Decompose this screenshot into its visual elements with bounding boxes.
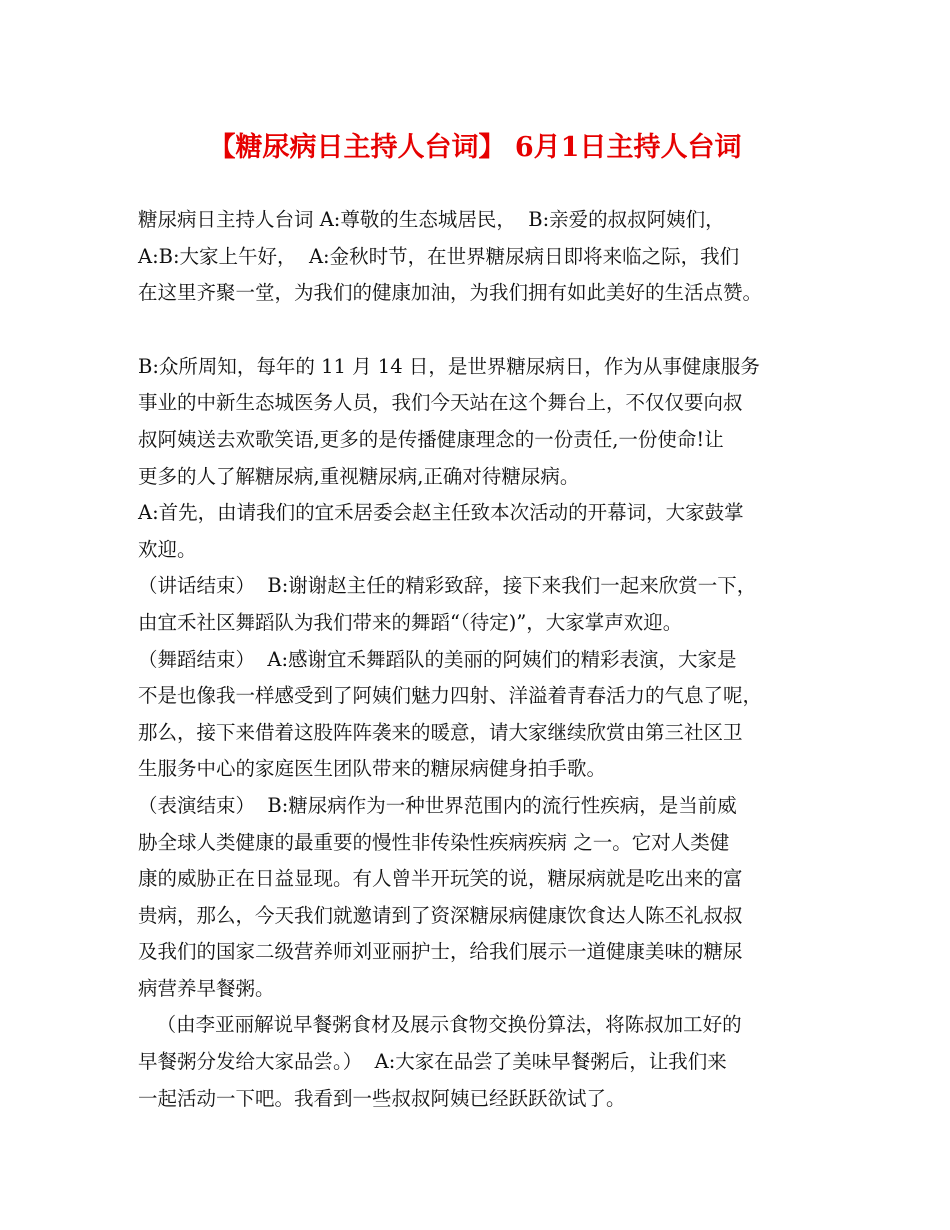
paragraph-opening	[138, 202, 818, 312]
text-line: A:B:大家上午好， A:金秋时节，在世界糖尿病日即将来临之际，我们	[138, 244, 740, 268]
text-line: 由宜禾社区舞蹈队为我们带来的舞蹈“（待定)”，大家掌声欢迎。	[138, 610, 683, 634]
text-line: 一起活动一下吧。我看到一些叔叔阿姨已经跃跃欲试了。	[138, 1086, 626, 1110]
text-line: 康的威胁正在日益显现。有人曾半开玩笑的说，糖尿病就是吃出来的富	[138, 867, 743, 891]
document-title: 【糖尿病日主持人台词】 6月1日主持人台词	[208, 132, 742, 163]
document-body	[138, 202, 818, 1117]
text-line: （表演结束） B:糖尿病作为一种世界范围内的流行性疾病，是当前威	[138, 793, 737, 817]
text-line: 不是也像我一样感受到了阿姨们魅力四射、洋溢着青春活力的气息了呢，	[138, 684, 763, 708]
text-line: A:首先，由请我们的宜禾居委会赵主任致本次活动的开幕词，大家鼓掌	[138, 501, 744, 525]
text-line: 欢迎。	[138, 537, 197, 561]
text-line: 贵病，那么，今天我们就邀请到了资深糖尿病健康饮食达人陈丕礼叔叔	[138, 903, 743, 927]
paragraph-gap	[138, 312, 818, 349]
text-line: 更多的人了解糖尿病,重视糖尿病,正确对待糖尿病。	[138, 464, 580, 488]
text-line: 那么，接下来借着这股阵阵袭来的暖意，请大家继续欣赏由第三社区卫	[138, 720, 743, 744]
text-line: 叔阿姨送去欢歌笑语,更多的是传播健康理念的一份责任,一份使命!让	[138, 427, 724, 451]
text-line: （讲话结束） B:谢谢赵主任的精彩致辞，接下来我们一起来欣赏一下，	[138, 574, 757, 598]
text-line: 病营养早餐粥。	[138, 976, 275, 1000]
text-line: （舞蹈结束） A:感谢宜禾舞蹈队的美丽的阿姨们的精彩表演，大家是	[138, 647, 737, 671]
text-line: B:众所周知，每年的 11 月 14 日，是世界糖尿病日，作为从事健康服务	[138, 354, 760, 378]
text-line: 事业的中新生态城医务人员，我们今天站在这个舞台上，不仅仅要向叔	[138, 391, 743, 415]
text-line: 及我们的国家二级营养师刘亚丽护士，给我们展示一道健康美味的糖尿	[138, 940, 743, 964]
paragraph-main	[138, 349, 818, 1117]
text-line: 早餐粥分发给大家品尝。） A:大家在品尝了美味早餐粥后，让我们来	[138, 1050, 727, 1074]
text-line: 胁全球人类健康的最重要的慢性非传染性疾病疾病 之一。它对人类健	[138, 830, 730, 854]
text-line: 糖尿病日主持人台词 A:尊敬的生态城居民， B:亲爱的叔叔阿姨们，	[138, 208, 725, 231]
text-line: 生服务中心的家庭医生团队带来的糖尿病健身拍手歌。	[138, 757, 607, 781]
text-line: （由李亚丽解说早餐粥食材及展示食物交换份算法，将陈叔加工好的	[138, 1013, 742, 1037]
text-line: 在这里齐聚一堂，为我们的健康加油，为我们拥有如此美好的生活点赞。	[138, 281, 763, 305]
